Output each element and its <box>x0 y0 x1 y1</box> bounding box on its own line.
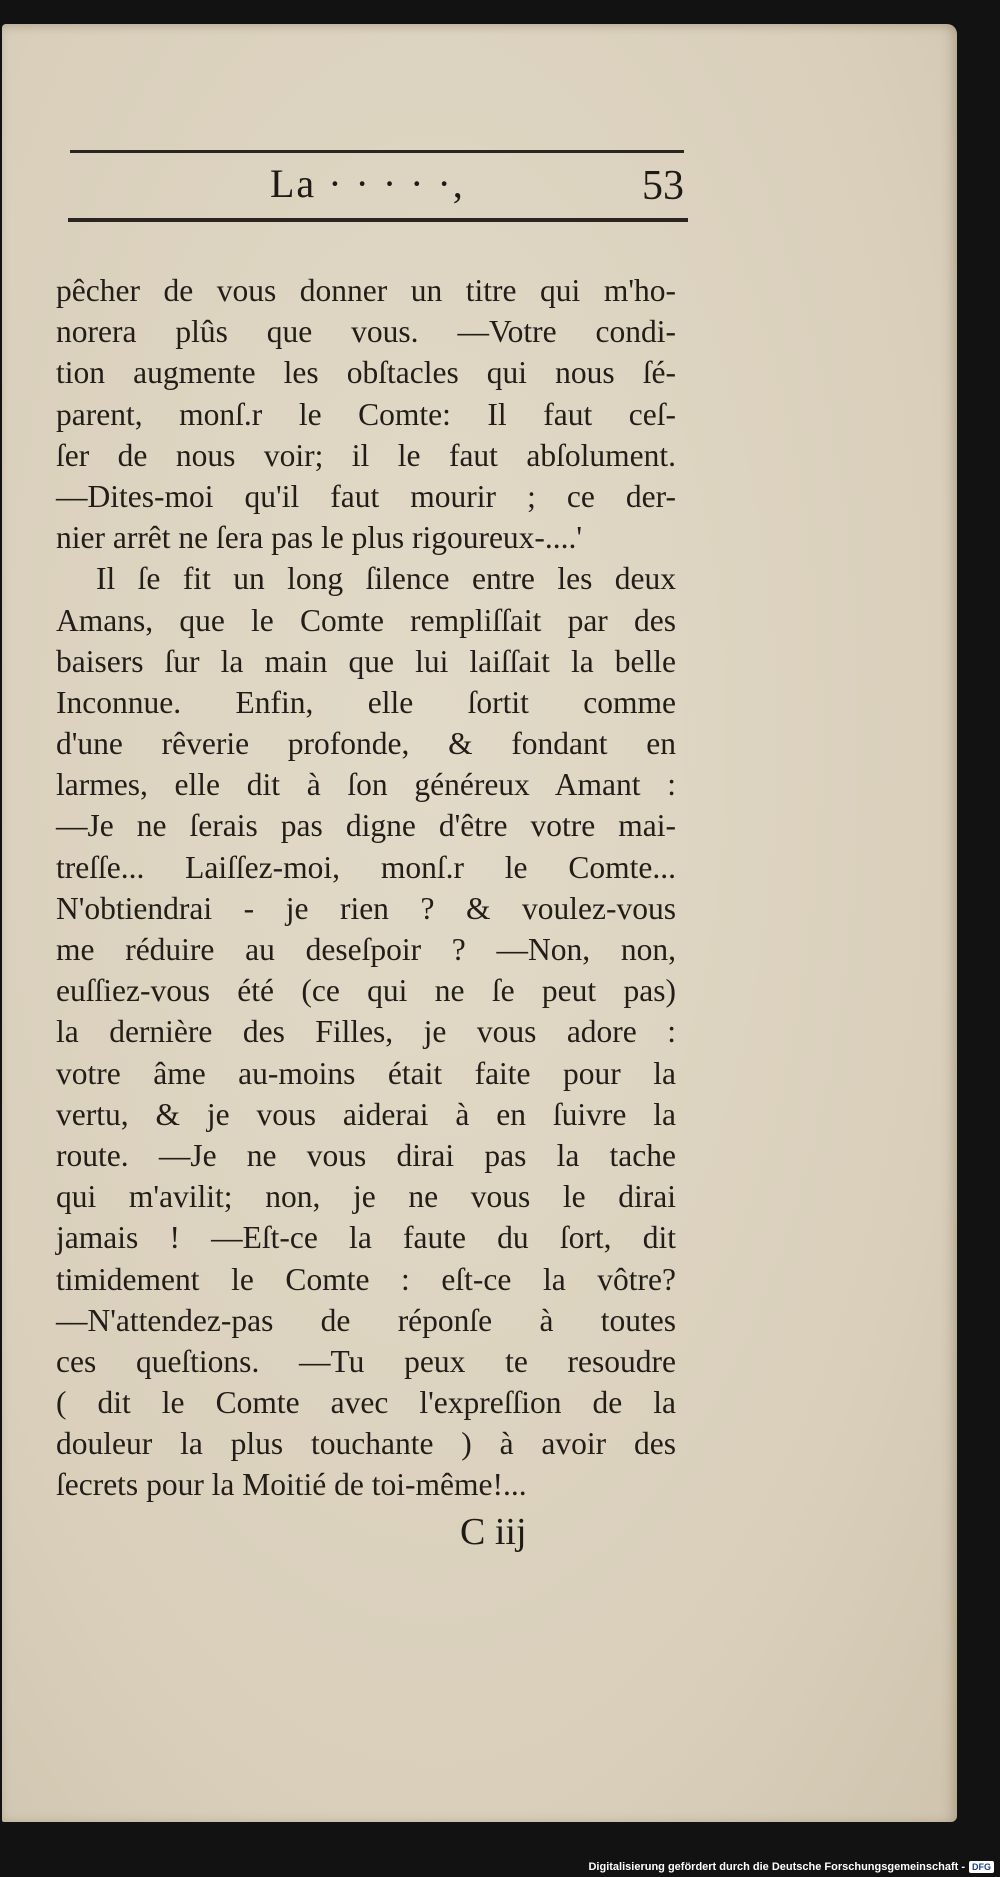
text-line: route. —Je ne vous dirai pas la tache <box>56 1137 676 1173</box>
text-line: Amans, que le Comte rempliſſait par des <box>56 602 676 638</box>
text-line: ſecrets pour la Moitié de toi-même!... <box>56 1467 527 1503</box>
text-line: N'obtiendrai - je rien ? & voulez-vous <box>56 890 676 926</box>
text-line: —Dites-moi qu'il faut mourir ; ce der- <box>56 478 676 514</box>
text-line: nier arrêt ne ſera pas le plus rigoureux-....' <box>56 520 583 556</box>
text-line: la dernière des Filles, je vous adore : <box>56 1014 676 1050</box>
text-line: d'une rêverie profonde, & fondant en <box>56 726 676 762</box>
text-line: ces queſtions. —Tu peux te resoudre <box>56 1343 676 1379</box>
header-rule-bottom <box>68 218 688 222</box>
signature-mark: C iij <box>460 1511 527 1553</box>
text-line: larmes, elle dit à ſon généreux Amant : <box>56 767 676 803</box>
dfg-logo: DFG <box>969 1861 994 1873</box>
text-line: ſer de nous voir; il le faut abſolument. <box>56 437 676 473</box>
text-line: parent, monſ.r le Comte: Il faut ceſ- <box>56 396 676 432</box>
text-line: baisers ſur la main que lui laiſſait la belle <box>56 643 676 679</box>
text-line: treſſe... Laiſſez-moi, monſ.r le Comte... <box>56 849 676 885</box>
text-line: jamais ! —Eſt-ce la faute du ſort, dit <box>56 1220 676 1256</box>
credit-text: Digitalisierung gefördert durch die Deutsche Forschungsgemeinschaft - <box>588 1861 965 1873</box>
header-rule-top <box>70 150 684 153</box>
text-line: Inconnue. Enfin, elle ſortit comme <box>56 684 676 720</box>
text-line: pêcher de vous donner un titre qui m'ho- <box>56 273 676 308</box>
text-line: —N'attendez-pas de réponſe à toutes <box>56 1302 676 1338</box>
page-header <box>70 160 684 216</box>
digitization-credit <box>588 1861 994 1873</box>
text-line: euſſiez-vous été (ce qui ne ſe peut pas) <box>56 973 676 1009</box>
running-title: La · · · · ·, <box>270 161 465 206</box>
text-line: qui m'avilit; non, je ne vous le dirai <box>56 1179 676 1215</box>
text-line: tion augmente les obſtacles qui nous ſé- <box>56 355 676 391</box>
text-line: ( dit le Comte avec l'expreſſion de la <box>56 1385 676 1421</box>
text-line: timidement le Comte : eſt-ce la vôtre? <box>56 1261 676 1297</box>
text-line: —Je ne ſerais pas digne d'être votre mai- <box>56 808 676 844</box>
text-line: Il ſe fit un long ſilence entre les deux <box>96 561 676 597</box>
text-line: votre âme au-moins était faite pour la <box>56 1055 676 1091</box>
text-line: norera plûs que vous. —Votre condi- <box>56 314 676 350</box>
page-number: 53 <box>642 163 684 209</box>
body-text <box>56 270 676 1506</box>
text-line: vertu, & je vous aiderai à en ſuivre la <box>56 1096 676 1132</box>
text-line: me réduire au deseſpoir ? —Non, non, <box>56 932 676 967</box>
text-line: douleur la plus touchante ) à avoir des <box>56 1426 676 1462</box>
